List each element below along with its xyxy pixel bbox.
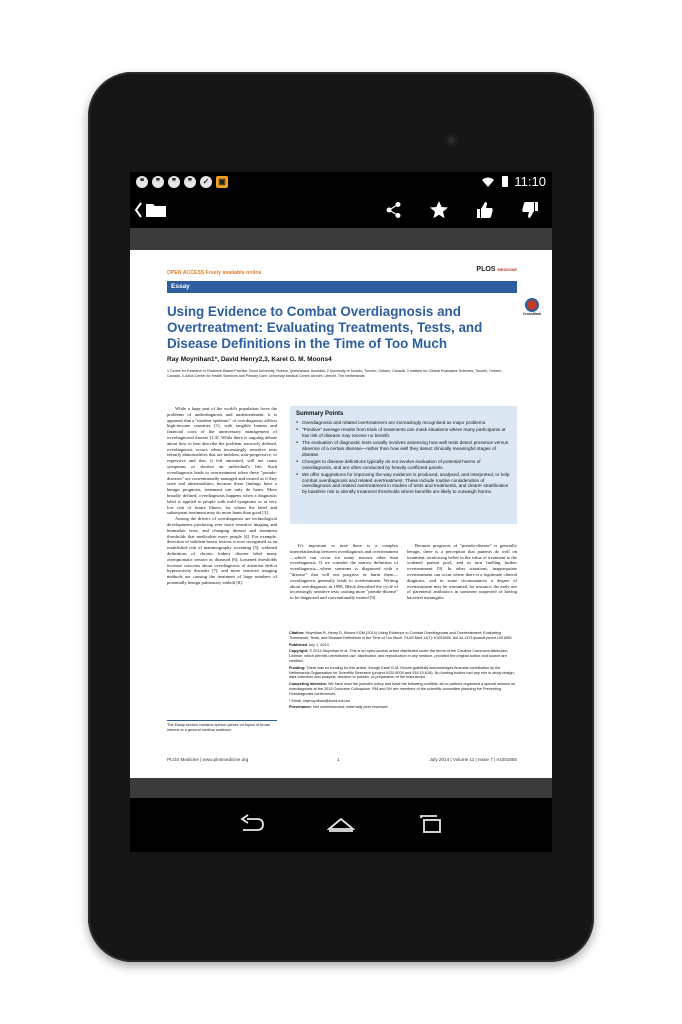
citation-text: Moynihan R, Henry D, Moons KGM (2014) Using Evidence to Combat Overdiagnosis and Overtreatment: Evaluating Treatments, Tests, and Disease Definitions in the Time of Too Much. PLoS Med 11(7): e1001655. doi:10.1371/journal.pmed.1001655 (289, 631, 512, 640)
essay-sidenote: The Essay section contains opinion pieces on topics of broad interest to a general medical audience. (167, 720, 277, 733)
article-affiliations: 1 Centre for Research in Evidence-Based Practice, Bond University, Robina, Queensland, Australia, 2 University of Toronto, Toronto, Ontario, Canada, 3 Institute for Clinical Evaluative Sciences, Toronto, Ontario, Canada, 4 Julius Center for Health Sciences and Primary Care, University Medical Centre Utrecht, Utrecht, The Netherlands (167, 369, 502, 378)
text-column-1 (167, 406, 277, 586)
home-icon[interactable] (326, 814, 356, 834)
provenance-label: Provenance: (289, 705, 312, 710)
thumbs-up-icon[interactable] (475, 200, 495, 220)
star-icon[interactable] (429, 200, 449, 220)
thumbs-down-icon[interactable] (520, 200, 540, 220)
footer-issue: July 2014 | Volume 11 | Issue 7 | e1001655 (429, 757, 517, 762)
copyright-label: Copyright: (289, 649, 309, 654)
quote-icon: ❞ (152, 176, 164, 188)
article-metadata (289, 631, 517, 712)
page-bottom-margin (130, 778, 552, 798)
journal-logo-sub: MEDICINE (497, 267, 517, 272)
image-icon: ▣ (216, 176, 228, 188)
summary-point: ● "Positive" average results from trials of treatments can mask situations where many participants at low risk of disease may receive no benefit. (302, 427, 511, 438)
section-label: Essay (167, 281, 517, 293)
copyright-text: © 2014 Moynihan et al. This is an open-access article distributed under the terms of the Creative Commons Attribution License, which permits unrestricted use, distribution, and reproduction in any medium, provided the original author and source are credited. (289, 649, 508, 663)
article-authors: Ray Moynihan1*, David Henry2,3, Karel G. M. Moons4 (167, 356, 332, 363)
status-bar (130, 172, 552, 192)
paragraph: Because prognosis of "pseudo-disease" is generally benign, there is a perception that patients do well on treatment, reinforcing belief in the value of treatment to the widened patient pool, and in turn fuelling further overtreatment [9]. In other situations, inappropriate overtreatment can occur where there is a legitimate clinical diagnosis, and in some circumstances a degree of overtreatment may be warranted, for instance, the early use of parenteral antibiotics in someone suspected of having bacterial meningitis. (407, 543, 517, 601)
journal-logo-text: PLOS (476, 266, 496, 273)
summary-point: ● Overdiagnosis and related overtreatment are increasingly recognised as major problems. (302, 420, 511, 426)
published-date: July 1, 2014 (308, 642, 329, 647)
text-column-2 (290, 543, 398, 601)
quote-icon: ❞ (168, 176, 180, 188)
battery-icon (502, 176, 508, 187)
paragraph: Among the drivers of overdiagnosis are technological developments producing ever more sensitive imaging and biomarker tests, and changing disease and treatment thresholds that medicalize more people [4]. For example, detection of indolent breast lesions is now recognised as an established risk of mammography screening [5]; widened definitions of chronic kidney disease label many asymptomatic seniors as diseased [6]; loosened thresholds increase concerns about overdiagnosis of attention deficit hyperactivity disorder [7]; and more sensitive imaging methods are causing the treatment of large numbers of potentially benign pulmonary emboli [8]. (167, 516, 277, 585)
crossmark-icon (525, 298, 539, 312)
hangouts-icon: ❝ (136, 176, 148, 188)
funding-text: There was no funding for this article, though Karel G.M. Moons gratefully acknowledges financial contribution by the Netherlands Organisation for Scientific Research (project 9120.8004 and 918.10.615). No funding bodies had any role in study design, data collection and analysis, decision to publish, or preparation of the manuscript. (289, 665, 515, 680)
summary-point: ● We offer suggestions for improving the way evidence is produced, analysed, and interpreted, to help combat overdiagnosis and related overtreatment. These include routine consideration of overdiagnosis and related overtreatment in studies of tests and treatments, and clearer stratification by baseline risk to identify treatment thresholds where benefits are likely to outweigh harms. (302, 472, 511, 495)
crossmark-text: CrossMark (523, 312, 542, 316)
journal-logo (476, 266, 517, 273)
footer-page-number: 1 (337, 757, 340, 762)
device-screen (130, 172, 552, 852)
wifi-icon (482, 177, 494, 187)
crossmark-badge[interactable] (523, 298, 541, 320)
front-camera (445, 134, 458, 147)
recents-icon[interactable] (416, 814, 446, 834)
email-line: * Email: raymoynihan@bond.edu.au (289, 698, 350, 703)
funding-label: Funding: (289, 665, 306, 670)
article-document (167, 250, 542, 778)
pdf-page[interactable] (130, 250, 552, 778)
page-top-margin (130, 228, 552, 250)
summary-point: ● The evaluation of diagnostic tests usually involves assessing how well tests detect presence versus absence of a certain disease—rather than how well they detect clinically meaningful stages of disease. (302, 440, 511, 457)
text-column-3 (407, 543, 517, 601)
open-access-label: OPEN ACCESS Freely available online (167, 270, 262, 276)
summary-list (296, 420, 511, 495)
paragraph: While a large part of the world's population faces the problems of underdiagnosis and undertreatment, it is apparent that a "modern epidemic" of overdiagnosis afflicts high-income countries [1], with tangible human and financial costs of the unnecessary management of overdiagnosed disease [2,3]. While there is ongoing debate about how to best describe the problem, narrowly defined, overdiagnosis occurs when increasingly sensitive tests identify abnormalities that are indolent, non-progressive, or regressive and that, if left untreated, will not cause symptoms or shorten an individual's life. Such overdiagnosis leads to overtreatment when these "pseudo-diseases" are conventionally managed and treated as if they were real abnormalities; because these findings have a benign prognosis, treatment can only do harm. More broadly defined, overdiagnosis happens when a diagnostic label is applied to people with mild symptoms or at very low risk of future illness, for whom the label and subsequent treatment may do more harm than good [3]. (167, 406, 277, 516)
published-label: Published (289, 642, 308, 647)
summary-point: ● Changes to disease definitions typically do not involve evaluation of potential harms of overdiagnosis, and are often conducted by heavily conflicted panels. (302, 459, 511, 470)
paragraph: It's important to note there is a complex interrelationship between overdiagnosis and overtreatment—which can occur for many reasons other than overdiagnosis. If we consider the narrow definition of overdiagnosis—where someone is diagnosed with a "disease" that will not progress or harm them—overdiagnosis generally leads to overtreatment. Writing about overdiagnosis in 1998, Black described the cycle of increasingly sensitive tests causing more "pseudo-disease" to be diagnosed and conventionally treated [9]. (290, 543, 398, 601)
summary-title: Summary Points (296, 411, 344, 417)
heart-icon: ✓ (200, 176, 212, 188)
competing-text: We have read the journal's policy and have the following conflicts: all co-authors organised a special session on overdiagnosis at the 2013 Cochrane Colloquium. RM and DH are members of the scientific committee planning the Preventing Overdiagnosis conferences. (289, 682, 516, 696)
competing-label: Competing Interests: (289, 682, 327, 687)
back-folder-icon[interactable] (134, 200, 168, 220)
citation-label: Citation: (289, 631, 305, 635)
summary-points-box (290, 406, 517, 524)
clock: 11:10 (514, 174, 546, 189)
article-title: Using Evidence to Combat Overdiagnosis and Overtreatment: Evaluating Treatments, Tests, and Disease Definitions in the Time of Too Much (167, 304, 483, 351)
provenance-text: Not commissioned; externally peer reviewed. (312, 705, 389, 710)
footer-journal: PLOS Medicine | www.plosmedicine.org (167, 757, 249, 762)
quote-icon: ❞ (184, 176, 196, 188)
share-icon[interactable] (385, 201, 403, 219)
action-bar (130, 192, 552, 228)
navigation-bar (130, 798, 552, 852)
back-icon[interactable] (237, 814, 267, 834)
